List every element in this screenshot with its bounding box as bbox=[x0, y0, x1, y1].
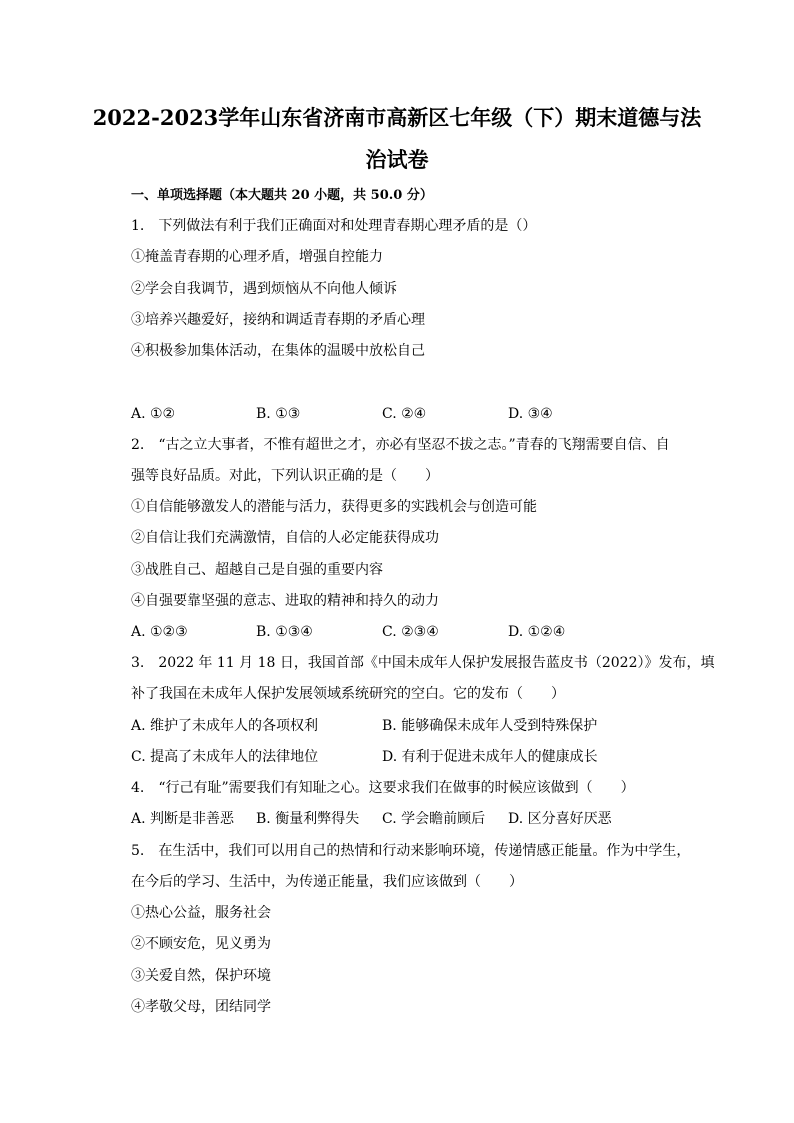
question-5-stem-line-1: 5. 在生活中，我们可以用自己的热情和行动来影响环境，传递情感正能量。作为中学生， bbox=[131, 843, 691, 859]
question-3-stem-line-1: 3. 2022 年 11 月 18 日，我国首部《中国未成年人保护发展报告蓝皮书（2022）》发布，填 bbox=[131, 655, 715, 671]
question-5-statement-3: ③关爱自然，保护环境 bbox=[131, 968, 271, 984]
question-5-statement-1: ①热心公益，服务社会 bbox=[131, 905, 271, 921]
section-header: 一、单项选择题（本大题共 20 小题，共 50.0 分） bbox=[131, 188, 433, 203]
question-4-stem: 4. “行己有耻”需要我们有知耻之心。这要求我们在做事的时候应该做到（ ） bbox=[131, 780, 635, 796]
question-1-stem: 1. 下列做法有利于我们正确面对和处理青春期心理矛盾的是（） bbox=[131, 218, 537, 234]
question-1-option-b: B. ①③ bbox=[256, 406, 301, 422]
question-3-stem-line-2: 补了我国在未成年人保护发展领域系统研究的空白。它的发布（ ） bbox=[131, 686, 565, 702]
question-2-option-d: D. ①②④ bbox=[508, 624, 566, 640]
question-4-option-a: A. 判断是非善恶 bbox=[131, 811, 235, 827]
question-2-option-a: A. ①②③ bbox=[131, 624, 188, 640]
question-2-stem-line-2: 强等良好品质。对此，下列认识正确的是（ ） bbox=[131, 468, 439, 484]
question-2-statement-4: ④自强要靠坚强的意志、进取的精神和持久的动力 bbox=[131, 593, 439, 609]
question-2-statement-2: ②自信让我们充满激情，自信的人必定能获得成功 bbox=[131, 530, 439, 546]
question-5-statement-4: ④孝敬父母，团结同学 bbox=[131, 999, 271, 1015]
question-1-statement-2: ②学会自我调节，遇到烦恼从不向他人倾诉 bbox=[131, 281, 397, 297]
question-4-option-c: C. 学会瞻前顾后 bbox=[382, 811, 486, 827]
question-1-statement-3: ③培养兴趣爱好，接纳和调适青春期的矛盾心理 bbox=[131, 312, 425, 328]
question-1-option-c: C. ②④ bbox=[382, 406, 427, 422]
question-2-stem-line-1: 2. “古之立大事者，不惟有超世之才，亦必有坚忍不拔之志。”青春的飞翔需要自信、自 bbox=[131, 437, 670, 453]
exam-title-line-1: 2022-2023学年山东省济南市高新区七年级（下）期末道德与法 bbox=[92, 105, 702, 130]
question-1-option-d: D. ③④ bbox=[508, 406, 553, 422]
question-2-option-b: B. ①③④ bbox=[256, 624, 313, 640]
question-3-option-a: A. 维护了未成年人的各项权利 bbox=[131, 718, 319, 734]
question-1-option-a: A. ①② bbox=[131, 406, 176, 422]
question-2-statement-1: ①自信能够激发人的潜能与活力，获得更多的实践机会与创造可能 bbox=[131, 499, 537, 515]
question-3-option-b: B. 能够确保未成年人受到特殊保护 bbox=[382, 718, 598, 734]
question-2-option-c: C. ②③④ bbox=[382, 624, 439, 640]
question-3-option-d: D. 有利于促进未成年人的健康成长 bbox=[382, 749, 598, 765]
question-1-statement-4: ④积极参加集体活动，在集体的温暖中放松自己 bbox=[131, 343, 425, 359]
question-5-statement-2: ②不顾安危，见义勇为 bbox=[131, 936, 271, 952]
exam-title-line-2: 治试卷 bbox=[365, 147, 429, 172]
question-4-option-d: D. 区分喜好厌恶 bbox=[508, 811, 612, 827]
question-2-statement-3: ③战胜自己、超越自己是自强的重要内容 bbox=[131, 562, 383, 578]
question-1-statement-1: ①掩盖青春期的心理矛盾，增强自控能力 bbox=[131, 249, 383, 265]
question-4-option-b: B. 衡量利弊得失 bbox=[256, 811, 360, 827]
question-5-stem-line-2: 在今后的学习、生活中，为传递正能量，我们应该做到（ ） bbox=[131, 874, 523, 890]
question-3-option-c: C. 提高了未成年人的法律地位 bbox=[131, 749, 319, 765]
